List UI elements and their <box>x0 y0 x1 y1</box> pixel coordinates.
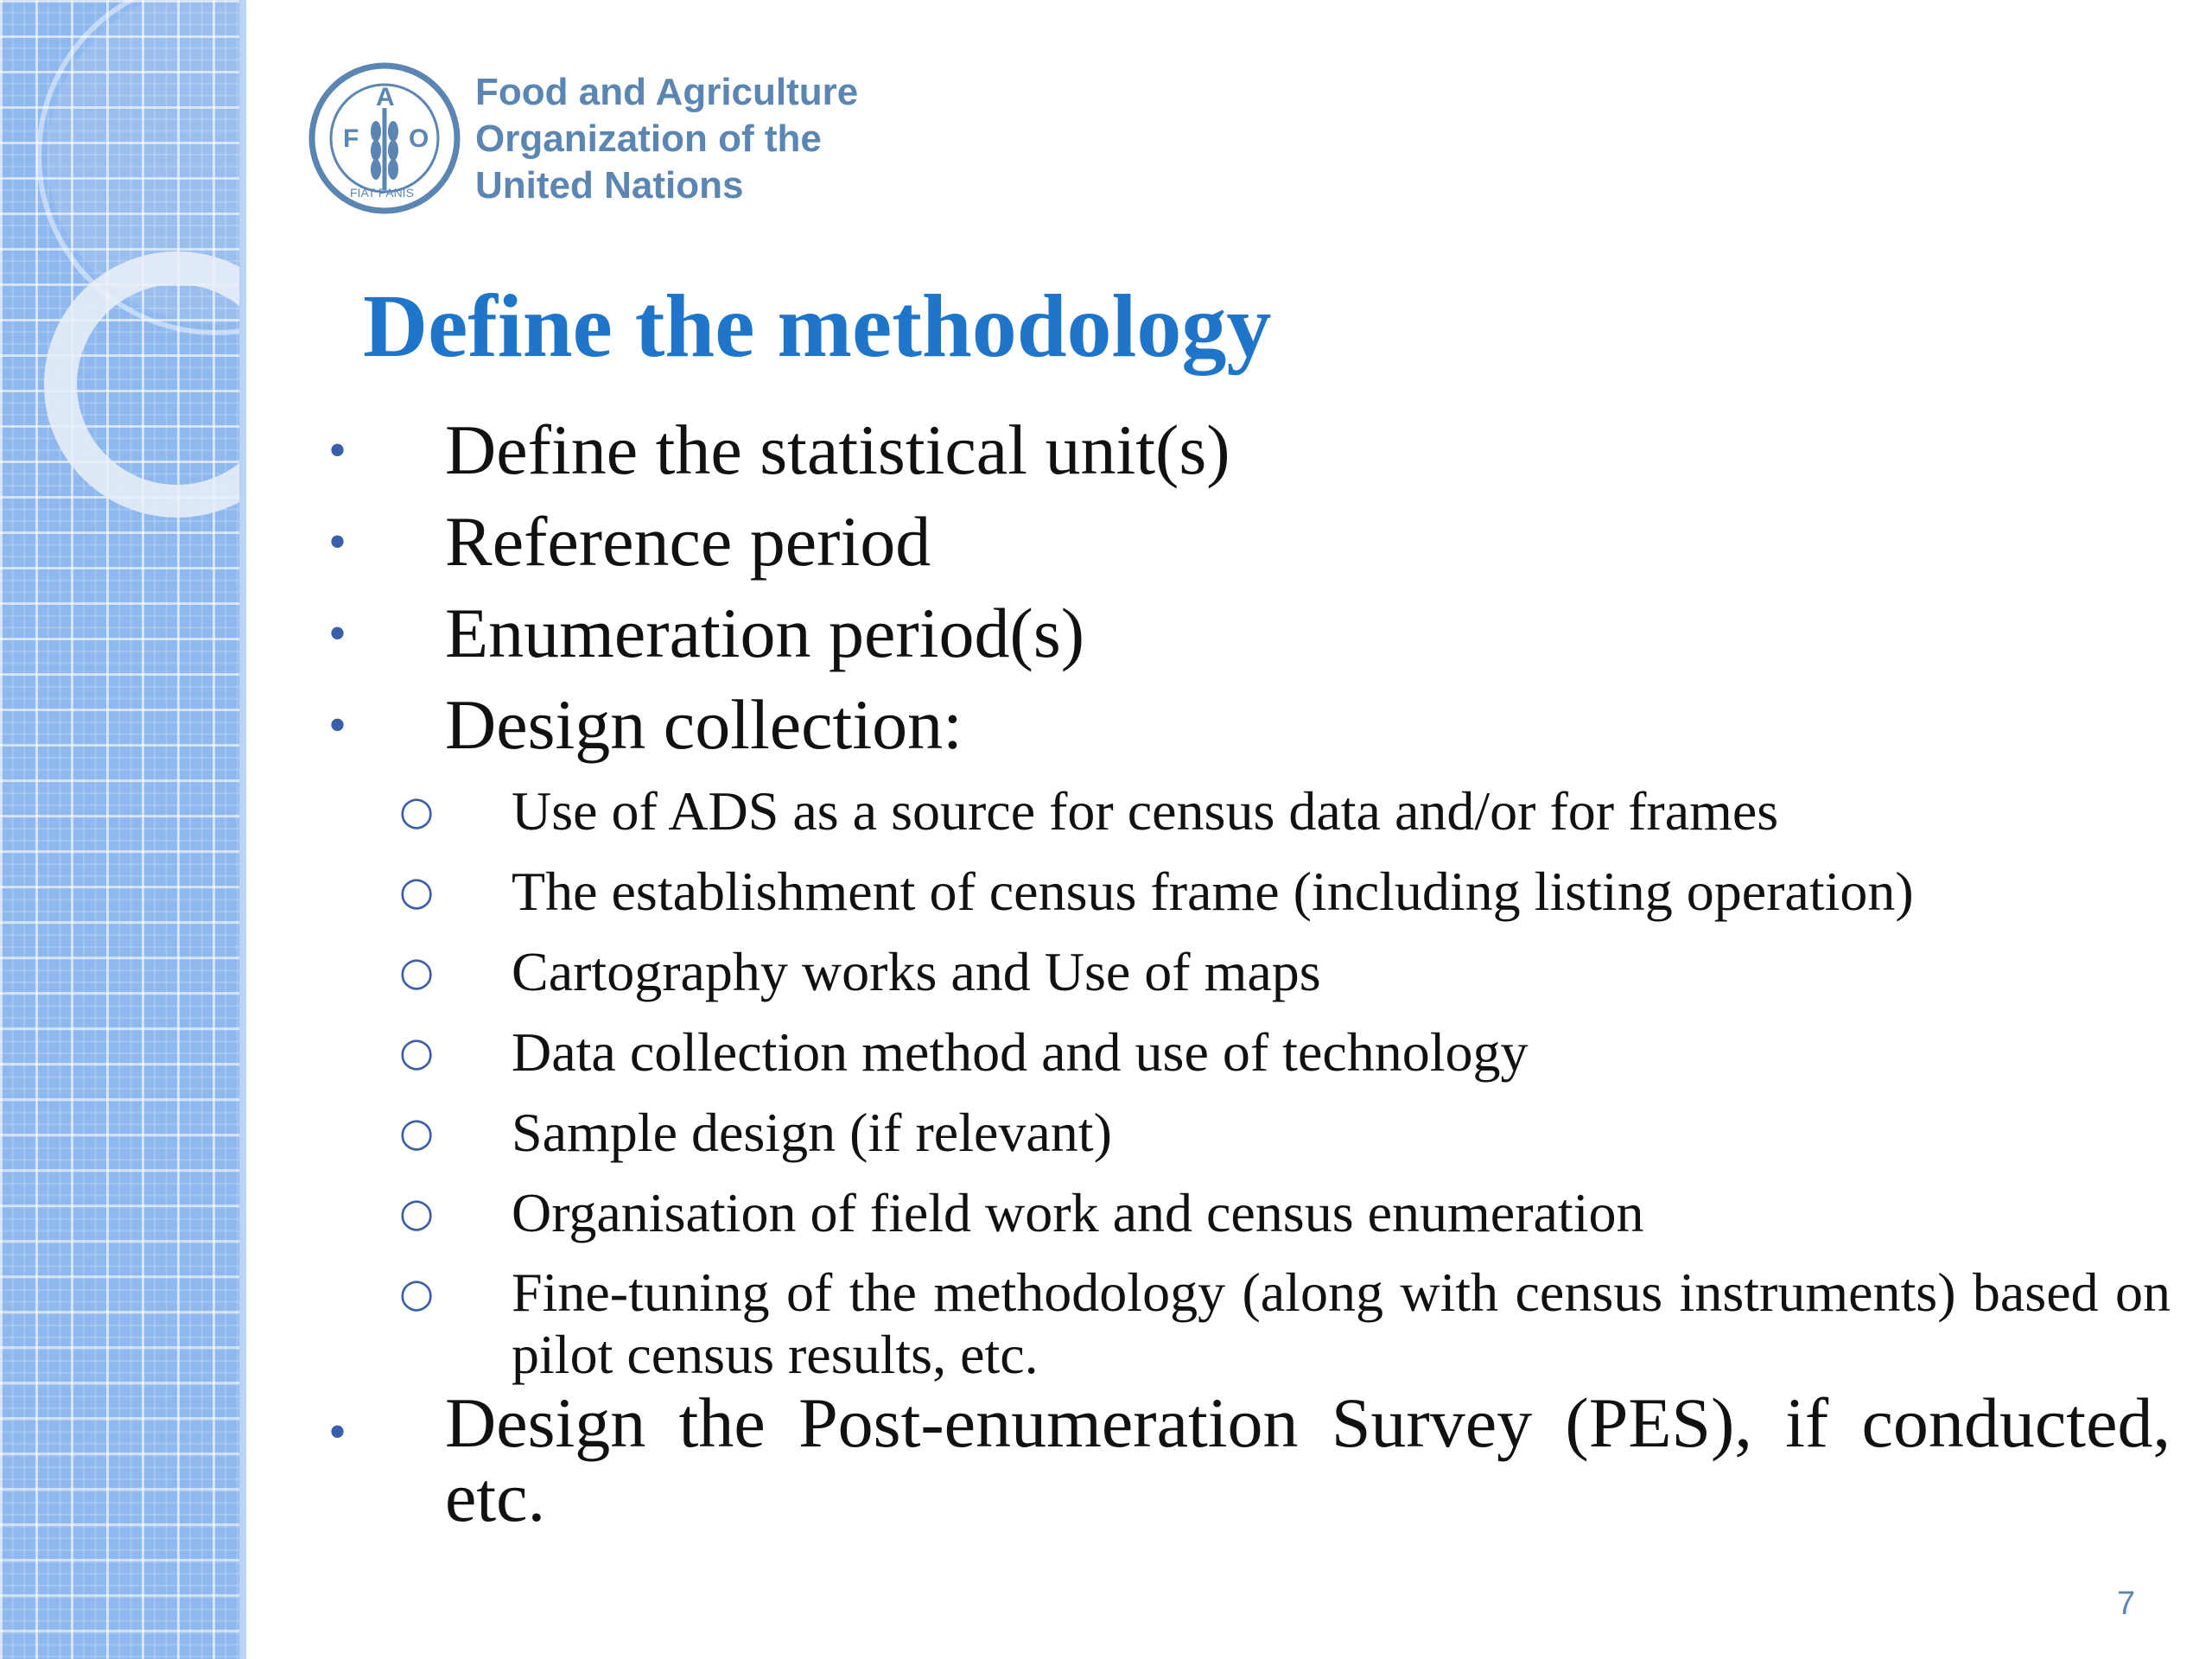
list-item-text: Design the Post-enumeration Survey (PES), if conducted, etc. <box>445 1383 2171 1536</box>
panel-edge <box>239 0 246 1659</box>
bullet-icon: • <box>328 605 347 662</box>
circle-bullet-icon: ○ <box>399 1109 435 1155</box>
fao-logo-icon <box>307 60 462 216</box>
org-name-line: Food and Agriculture <box>475 71 859 113</box>
org-name <box>475 69 858 209</box>
sub-list-item-text: The establishment of census frame (including listing operation) <box>512 861 1914 922</box>
list-item <box>328 1383 2171 1536</box>
logo-motto: FIAT PANIS <box>350 186 414 200</box>
circle-bullet-icon: ○ <box>399 787 435 834</box>
sub-list-item <box>399 851 2171 931</box>
circle-bullet-icon: ○ <box>399 1269 435 1316</box>
bullet-icon: • <box>328 422 347 479</box>
circle-bullet-icon: ○ <box>399 1189 435 1236</box>
page-number: 7 <box>2117 1586 2136 1622</box>
list-item <box>328 588 2171 679</box>
sub-list-item-text: Use of ADS as a source for census data and/or for frames <box>512 780 1779 842</box>
sub-list-item <box>399 931 2171 1012</box>
logo-letter-a: A <box>376 83 395 111</box>
list-item <box>328 404 2171 496</box>
sub-list-item-text: Fine-tuning of the methodology (along with census instruments) based on pilot census results, etc. <box>512 1262 2171 1385</box>
sub-list-item <box>399 1253 2171 1386</box>
sub-list-item-text: Cartography works and Use of maps <box>512 941 1321 1002</box>
sub-list-item-text: Data collection method and use of technology <box>512 1021 1529 1083</box>
bullet-icon: • <box>328 513 347 570</box>
sub-list-item <box>399 1173 2171 1253</box>
decorative-side-panel <box>0 0 246 1659</box>
list-item-text: Design collection: <box>445 685 963 764</box>
bullet-icon: • <box>328 696 347 753</box>
decorative-rings <box>0 0 246 1659</box>
bullet-icon: • <box>328 1403 347 1460</box>
org-name-line: United Nations <box>475 164 744 207</box>
list-item-text: Define the statistical unit(s) <box>445 410 1230 489</box>
sub-list-item <box>399 1012 2171 1092</box>
list-item <box>328 679 2171 771</box>
list-item-text: Enumeration period(s) <box>445 594 1085 672</box>
logo-letter-f: F <box>343 124 359 153</box>
logo-letter-o: O <box>409 124 429 153</box>
sub-list-item-text: Sample design (if relevant) <box>512 1102 1112 1163</box>
bullet-list <box>328 404 2171 1535</box>
circle-bullet-icon: ○ <box>399 1028 435 1075</box>
slide-title: Define the methodology <box>363 276 1272 376</box>
org-name-line: Organization of the <box>475 118 822 160</box>
circle-bullet-icon: ○ <box>399 868 435 914</box>
circle-bullet-icon: ○ <box>399 948 435 995</box>
sub-list-item-text: Organisation of field work and census enumeration <box>512 1182 1644 1243</box>
list-item <box>328 496 2171 588</box>
list-item-text: Reference period <box>445 502 931 581</box>
sub-list-item <box>399 771 2171 851</box>
sub-list-item <box>399 1092 2171 1173</box>
